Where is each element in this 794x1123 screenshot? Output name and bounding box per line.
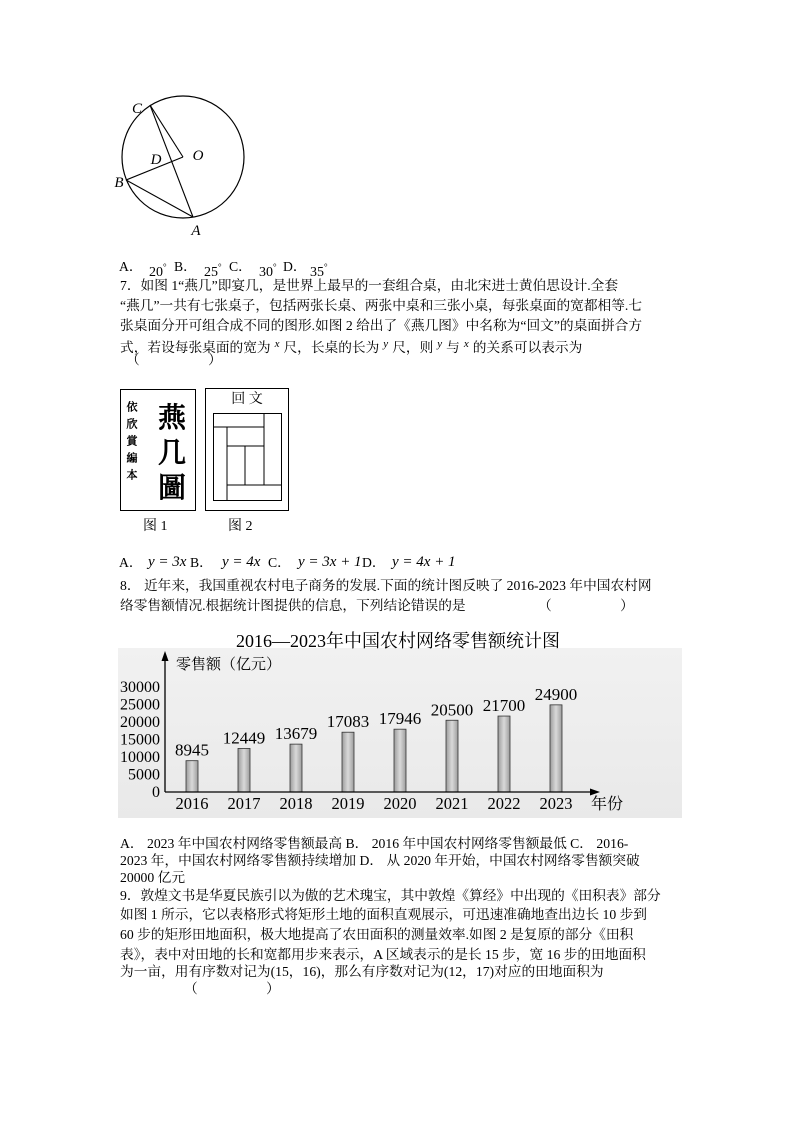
x-tick-label: 2020: [383, 794, 417, 813]
option-b-label: B．: [190, 555, 213, 570]
point-label-a: A: [191, 223, 201, 239]
x-axis-label: 年份: [591, 796, 624, 813]
bar-chart: [110, 625, 690, 825]
y-tick-label: 25000: [120, 696, 160, 714]
figure-1-title-char: 几: [157, 436, 186, 469]
bar-2022: [498, 716, 510, 792]
option-c-label: C．: [268, 555, 291, 570]
q9-line: 如图 1 所示，它以表格形式将矩形土地的面积直观展示，可迅速准确地查出边长 10 步到: [120, 907, 647, 922]
q9-line: 为一亩，用有序数对记为(15，16)，那么有序数对记为(12，17)对应的田地面积为: [120, 964, 604, 979]
bar-value-label: 20500: [430, 700, 474, 720]
x-tick-label: 2023: [539, 794, 573, 813]
q7-answer-blank: （ ）: [126, 352, 222, 367]
math-var: x: [463, 338, 469, 350]
bar-2017: [238, 748, 250, 792]
option-c-value: 30°: [259, 262, 277, 280]
q8-option-line: 20000 亿元: [120, 870, 186, 885]
chart-title: 2016—2023年中国农村网络零售额统计图: [236, 631, 560, 651]
bar-2019: [342, 732, 354, 792]
q8-answer-blank: （ ）: [538, 598, 634, 613]
option-d-value: 35°: [310, 262, 328, 280]
huiwen-table-layout: [213, 413, 282, 502]
q7-line: 张桌面分开可组合成不同的图形.如图 2 给出了《燕几图》中名称为“回文”的桌面拼合方: [120, 318, 643, 333]
q7-line: 式，若设每张桌面的宽为 $^x$ 尺，长桌的长为 $^y$ 尺，则 $^y$ 与 $^x$ 的关系可以表示为: [120, 338, 583, 355]
bar-2016: [186, 761, 198, 792]
y-tick-label: 10000: [120, 749, 160, 766]
x-tick-label: 2018: [279, 794, 313, 813]
x-tick-label: 2017: [227, 794, 261, 813]
option-d-label: D．: [283, 259, 307, 274]
figure-1-side-text: 依欣賞編本: [125, 401, 138, 486]
q7-line: 7．如图 1“燕几”即宴几，是世界上最早的一套组合桌，由北宋进士黄伯思设计.全套: [120, 278, 619, 293]
figure-1: [120, 389, 196, 511]
bar-value-label: 17083: [326, 712, 370, 732]
option-b-label: B．: [174, 259, 197, 274]
figure-1-title-char: 燕: [157, 401, 186, 434]
point-label-b: B: [114, 175, 124, 191]
option-a-label: A．: [119, 259, 143, 274]
option-b-formula: y = 4x: [222, 554, 261, 570]
option-b-value: 25°: [204, 262, 222, 280]
bar-2020: [394, 729, 406, 792]
figure-1-caption: 图 1: [143, 519, 168, 534]
x-tick-label: 2021: [435, 794, 469, 813]
figure-2-caption: 图 2: [228, 519, 253, 534]
y-tick-label: 15000: [120, 731, 160, 749]
x-tick-label: 2019: [331, 794, 365, 813]
q8-option-line: 2023 年，中国农村网络零售额持续增加 D． 从 2020 年开始，中国农村网络零售额突破: [120, 853, 640, 868]
q7-line: “燕几”一共有七张桌子，包括两张长桌、两张中桌和三张小桌，每张桌面的宽都相等.七: [120, 298, 643, 313]
option-a-value: 20°: [149, 262, 167, 280]
bar-value-label: 24900: [534, 684, 578, 704]
bar-2023: [550, 705, 562, 792]
option-c-label: C．: [229, 259, 252, 274]
math-var: y: [383, 338, 389, 350]
q8-line: 8． 近年来，我国重视农村电子商务的发展.下面的统计图反映了 2016-2023 年中国农村网: [120, 578, 652, 593]
bar-value-label: 12449: [222, 728, 266, 748]
point-label-c: C: [131, 101, 143, 117]
q8-option-line: A． 2023 年中国农村网络零售额最高 B． 2016 年中国农村网络零售额最低 C． 2016-: [120, 836, 629, 851]
bar-value-label: 8945: [175, 740, 209, 760]
q9-answer-blank: （ ）: [184, 981, 280, 996]
x-tick-label: 2022: [487, 794, 521, 813]
q9-line: 9．敦煌文书是华夏民族引以为傲的艺术瑰宝，其中敦煌《算经》中出现的《田积表》部分: [120, 888, 661, 903]
y-axis-label: 零售额（亿元）: [176, 657, 282, 673]
figure-2: [205, 388, 289, 511]
q9-line: 表》，表中对田地的长和宽都用步来表示，A 区域表示的是长 15 步，宽 16 步的田地面积: [120, 947, 646, 962]
option-d-formula: y = 4x + 1: [392, 554, 456, 570]
x-tick-label: 2016: [175, 794, 209, 813]
segment-ba: [126, 180, 193, 217]
q9-line: 60 步的矩形田地面积，极大地提高了农田面积的测量效率.如图 2 是复原的部分《田积: [120, 927, 634, 942]
point-label-o: O: [192, 148, 204, 164]
bar-value-label: 21700: [482, 696, 526, 716]
bar-value-label: 13679: [274, 724, 318, 744]
bar-2018: [290, 744, 302, 792]
math-var: x: [274, 338, 280, 350]
bar-2021: [446, 720, 458, 792]
point-label-d: D: [150, 152, 162, 168]
figure-1-title-char: 圖: [157, 471, 186, 504]
option-c-formula: y = 3x + 1: [298, 554, 362, 570]
figure-2-heading: 回 文: [231, 392, 263, 407]
bar-value-label: 17946: [378, 709, 422, 729]
circle-diagram: [110, 95, 260, 240]
q8-line: 络零售额情况.根据统计图提供的信息，下列结论错误的是: [120, 598, 466, 613]
option-d-label: D．: [362, 555, 386, 570]
y-tick-label: 30000: [120, 679, 160, 696]
option-a-formula: y = 3x: [148, 554, 187, 570]
option-a-label: A．: [119, 555, 143, 570]
y-tick-label: 5000: [128, 766, 160, 784]
y-tick-label: 0: [152, 784, 160, 801]
math-var: y: [437, 338, 443, 350]
y-tick-label: 20000: [120, 714, 160, 731]
